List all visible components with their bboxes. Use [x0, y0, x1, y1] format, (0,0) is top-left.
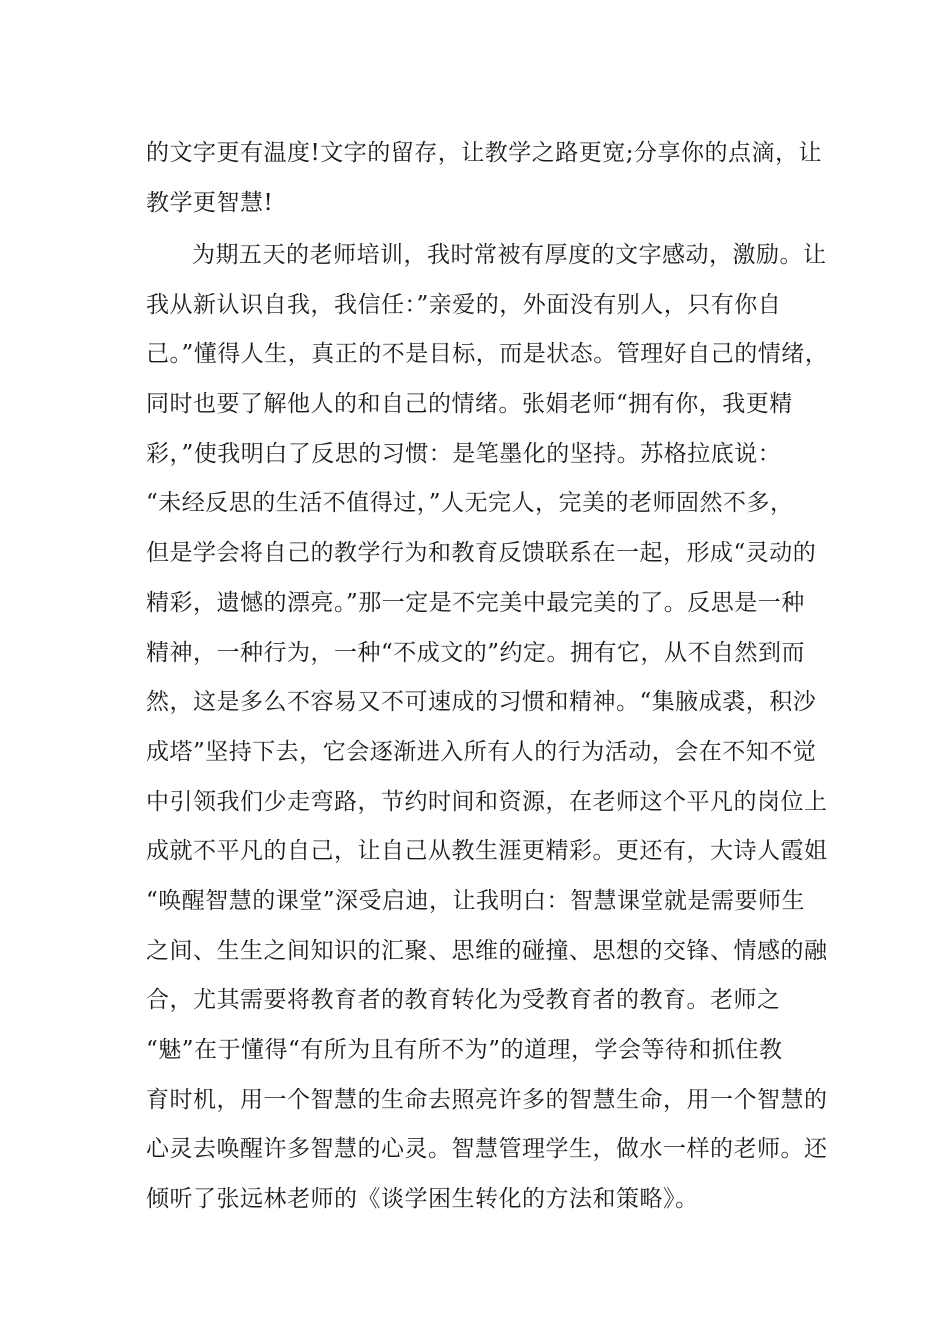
text-line: 成塔”坚持下去，它会逐渐进入所有人的行为活动，会在不知不觉 — [146, 738, 817, 765]
text-line: “唤醒智慧的课堂”深受启迪，让我明白：智慧课堂就是需要师生 — [146, 887, 806, 914]
text-line: 己。”懂得人生，真正的不是目标，而是状态。管理好自己的情绪， — [146, 341, 829, 368]
paragraph-training-reflection — [146, 236, 829, 1230]
text-line: 心灵去唤醒许多智慧的心灵。智慧管理学生，做水一样的老师。还 — [146, 1136, 828, 1163]
text-line: 之间、生生之间知识的汇聚、思维的碰撞、思想的交锋、情感的融 — [146, 937, 828, 964]
text-line: “未经反思的生活不值得过，”人无完人，完美的老师固然不多， — [146, 490, 794, 517]
text-line: 合，尤其需要将教育者的教育转化为受教育者的教育。老师之 — [146, 987, 781, 1014]
text-line: 为期五天的老师培训，我时常被有厚度的文字感动，激励。让 — [192, 242, 827, 268]
text-line: 然，这是多么不容易又不可速成的习惯和精神。“集腋成裘，积沙 — [146, 689, 817, 716]
text-line: 同时也要了解他人的和自己的情绪。张娟老师“拥有你，我更精 — [146, 391, 793, 418]
text-line: 我从新认识自我，我信任：”亲爱的，外面没有别人，只有你自 — [146, 291, 782, 318]
text-line: 的文字更有温度!文字的留存，让教学之路更宽;分享你的点滴，让 — [146, 140, 822, 166]
text-line: 倾听了张远林老师的《谈学困生转化的方法和策略》。 — [146, 1186, 699, 1213]
paragraph-continuation — [146, 134, 822, 233]
text-line: 精彩，遗憾的漂亮。”那一定是不完美中最完美的了。反思是一种 — [146, 589, 805, 616]
text-line: 教学更智慧! — [146, 189, 274, 216]
text-line: 成就不平凡的自己，让自己从教生涯更精彩。更还有，大诗人霞姐 — [146, 838, 828, 865]
text-line: 中引领我们少走弯路，节约时间和资源，在老师这个平凡的岗位上 — [146, 788, 828, 815]
text-line: “魅”在于懂得“有所为且有所不为”的道理，学会等待和抓住教 — [146, 1037, 783, 1063]
text-line: 但是学会将自己的教学行为和教育反馈联系在一起，形成“灵动的 — [146, 540, 817, 567]
text-line: 彩，”使我明白了反思的习惯：是笔墨化的坚持。苏格拉底说： — [146, 440, 782, 467]
text-line: 育时机，用一个智慧的生命去照亮许多的智慧生命，用一个智慧的 — [146, 1086, 828, 1113]
text-line: 精神，一种行为，一种“不成文的”约定。拥有它，从不自然到而 — [146, 639, 806, 666]
